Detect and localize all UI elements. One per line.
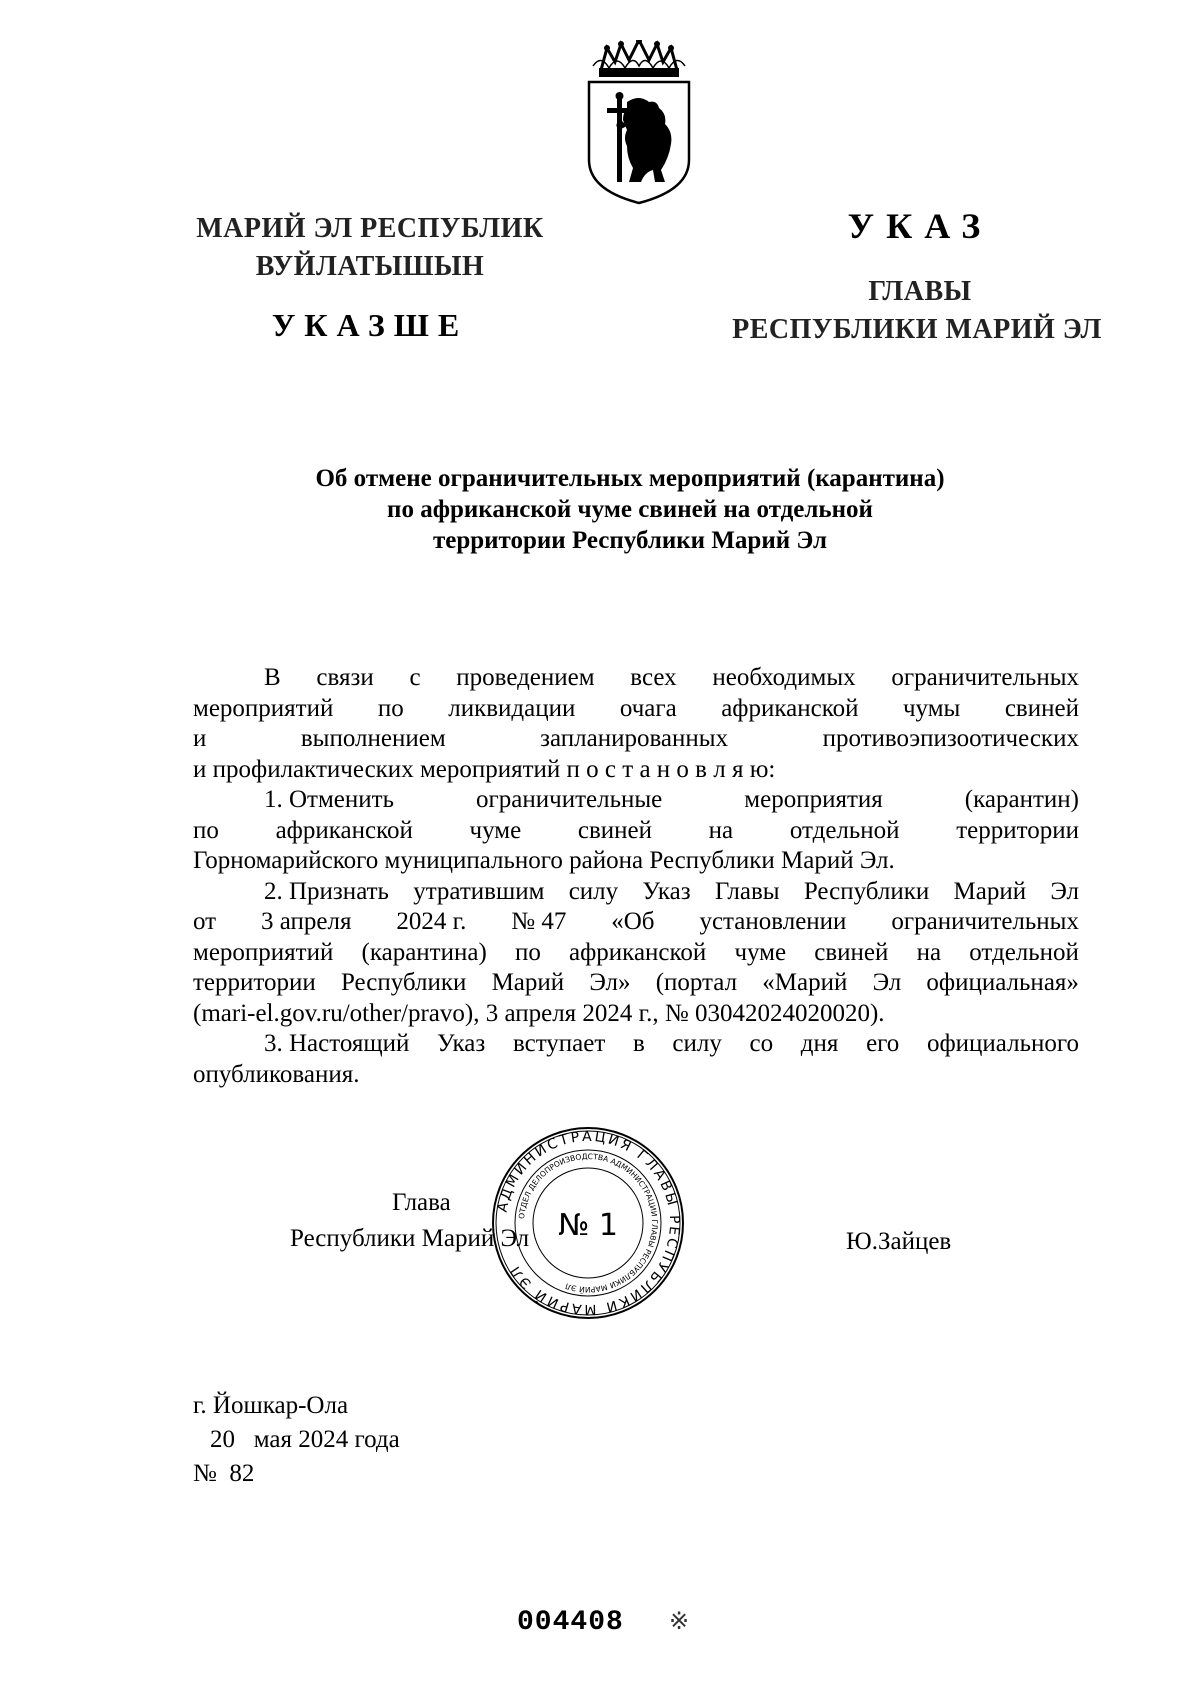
header-right-republic: РЕСПУБЛИКИ МАРИЙ ЭЛ <box>732 314 1102 345</box>
serial-mark-icon: ※ <box>669 1609 690 1635</box>
body-line <box>193 1060 1079 1091</box>
body-word: ограничительных <box>891 664 1079 691</box>
body-word: Эл <box>1050 877 1079 905</box>
body-word: запланированных <box>540 725 729 752</box>
body-word: от <box>193 908 217 935</box>
body-word: Горномарийского муниципального района Республики Марий Эл. <box>193 847 895 874</box>
date-of-signing: 20 мая 2024 года <box>210 1426 400 1453</box>
signatory-name: Ю.Зайцев <box>846 1228 952 1255</box>
body-word: 1. Отменить <box>264 786 394 813</box>
body-word: ликвидации <box>448 694 576 722</box>
body-word: Главы <box>714 877 780 905</box>
body-line <box>193 785 1079 816</box>
body-word: дня <box>800 1030 839 1057</box>
body-word: на <box>916 938 942 966</box>
body-word: ограничительных <box>891 908 1079 935</box>
body-line <box>193 663 1079 694</box>
header-left-head: ВУЙЛАТЫШЫН <box>255 251 485 282</box>
title-line: территории Республики Марий Эл <box>432 527 828 554</box>
body-word: (карантина) <box>361 938 487 966</box>
body-word: по <box>514 938 541 966</box>
body-line <box>193 846 1079 877</box>
stamp-inner-text: ОТДЕЛ ДЕЛОПРОИЗВОДСТВА АДМИНИСТРАЦИИ ГЛАВЫ РЕСПУБЛИКИ МАРИЙ ЭЛ <box>517 1151 660 1295</box>
body-word: свиней <box>1004 694 1079 722</box>
body-word: связи <box>316 664 374 691</box>
body-word: чуме <box>734 938 787 966</box>
body-word: 3 апреля <box>261 908 352 935</box>
body-word: Марий <box>491 969 565 996</box>
stamp-outer-text: АДМИНИСТРАЦИЯ ГЛАВЫ РЕСПУБЛИКИ МАРИЙ ЭЛ <box>494 1128 683 1318</box>
body-word: африканской <box>569 938 707 966</box>
body-word: Указ <box>642 877 691 905</box>
body-word: чуме <box>469 816 522 844</box>
body-word: и профилактических мероприятий п о с т а н о в л я ю: <box>193 755 776 783</box>
body-word: Указ <box>437 1030 486 1057</box>
body-word: со <box>749 1030 774 1057</box>
body-line <box>193 999 1079 1030</box>
body-word: отдельной <box>969 938 1079 966</box>
body-word: по <box>193 816 219 844</box>
body-word: африканской <box>721 694 859 722</box>
body-word: 2024 г. <box>396 908 467 935</box>
body-word: территории <box>956 816 1079 844</box>
body-word: вступает <box>512 1030 606 1057</box>
body-word: свиней <box>577 816 652 844</box>
body-line <box>193 724 1079 755</box>
body-word: и <box>193 725 207 752</box>
body-word: его <box>866 1030 900 1057</box>
body-line <box>193 1029 1079 1060</box>
body-word: опубликования. <box>193 1060 360 1088</box>
mari-el-coat-of-arms-icon <box>583 40 695 205</box>
body-word: мероприятий <box>193 938 334 966</box>
body-word: всех <box>630 664 677 691</box>
body-word: официального <box>926 1030 1079 1057</box>
body-word: проведением <box>456 664 595 691</box>
header-right-head: ГЛАВЫ <box>868 276 972 307</box>
body-line <box>193 694 1079 725</box>
body-word: очага <box>619 694 677 722</box>
body-line <box>193 938 1079 969</box>
body-word: «Марий <box>762 969 848 996</box>
body-word: (карантин) <box>964 786 1079 813</box>
title-line: Об отмене ограничительных мероприятий (карантина) <box>315 465 945 492</box>
header-right-decree: УКАЗ <box>847 206 993 246</box>
body-word: чумы <box>902 694 961 722</box>
body-word: африканской <box>275 816 413 844</box>
body-word: В <box>264 664 281 691</box>
body-word: выполнением <box>300 725 446 752</box>
body-word: «Об <box>611 908 655 935</box>
body-word: (портал <box>655 969 738 996</box>
body-word: противоэпизоотических <box>822 725 1079 752</box>
body-word: по <box>377 694 404 722</box>
title-line: по африканской чуме свиней на отдельной <box>387 496 873 523</box>
body-word: территории <box>193 969 316 996</box>
place-of-signing: г. Йошкар-Ола <box>193 1392 349 1419</box>
header-left-republic: МАРИЙ ЭЛ РЕСПУБЛИК <box>196 213 544 244</box>
body-word: мероприятий <box>193 694 334 722</box>
body-word: силу <box>672 1030 722 1057</box>
body-word: свиней <box>814 938 889 966</box>
body-word: на <box>708 816 734 844</box>
document-title <box>180 463 1080 556</box>
body-word: Эл <box>872 969 902 996</box>
signatory-title: Глава <box>392 1189 451 1216</box>
body-word: официальная» <box>926 969 1079 996</box>
body-word: установлении <box>699 908 847 935</box>
body-word: ограничительные <box>476 786 663 813</box>
body-line <box>193 907 1079 938</box>
body-line <box>193 816 1079 847</box>
body-word: силу <box>568 877 619 905</box>
signatory-title-republic: Республики Марий Эл <box>290 1225 530 1252</box>
body-word: утратившим <box>413 877 545 905</box>
body-word: № 47 <box>511 908 567 935</box>
body-word: (mari-el.gov.ru/other/pravo), 3 апреля 2024 г., № 03042024020020). <box>193 999 885 1027</box>
body-word: 3. Настоящий <box>264 1030 410 1057</box>
body-word: необходимых <box>712 664 856 691</box>
body-word: Республики <box>340 969 467 996</box>
header-left-decree: УКАЗШЕ <box>271 307 469 343</box>
body-word: с <box>409 664 421 691</box>
body-line <box>193 755 1079 786</box>
body-word: отдельной <box>789 816 900 844</box>
decree-number: № 82 <box>193 1460 255 1487</box>
body-line <box>193 877 1079 908</box>
body-word: Эл» <box>589 969 631 996</box>
body-word: Марий <box>953 877 1027 905</box>
body-word: 2. Признать <box>264 877 389 905</box>
stamp-center-number: № 1 <box>558 1208 618 1243</box>
serial-number: 004408 <box>517 1607 624 1638</box>
document-body <box>193 663 1079 1090</box>
body-word: в <box>632 1030 645 1057</box>
body-word: Республики <box>803 877 930 905</box>
body-line <box>193 968 1079 999</box>
body-word: мероприятия <box>744 786 883 813</box>
